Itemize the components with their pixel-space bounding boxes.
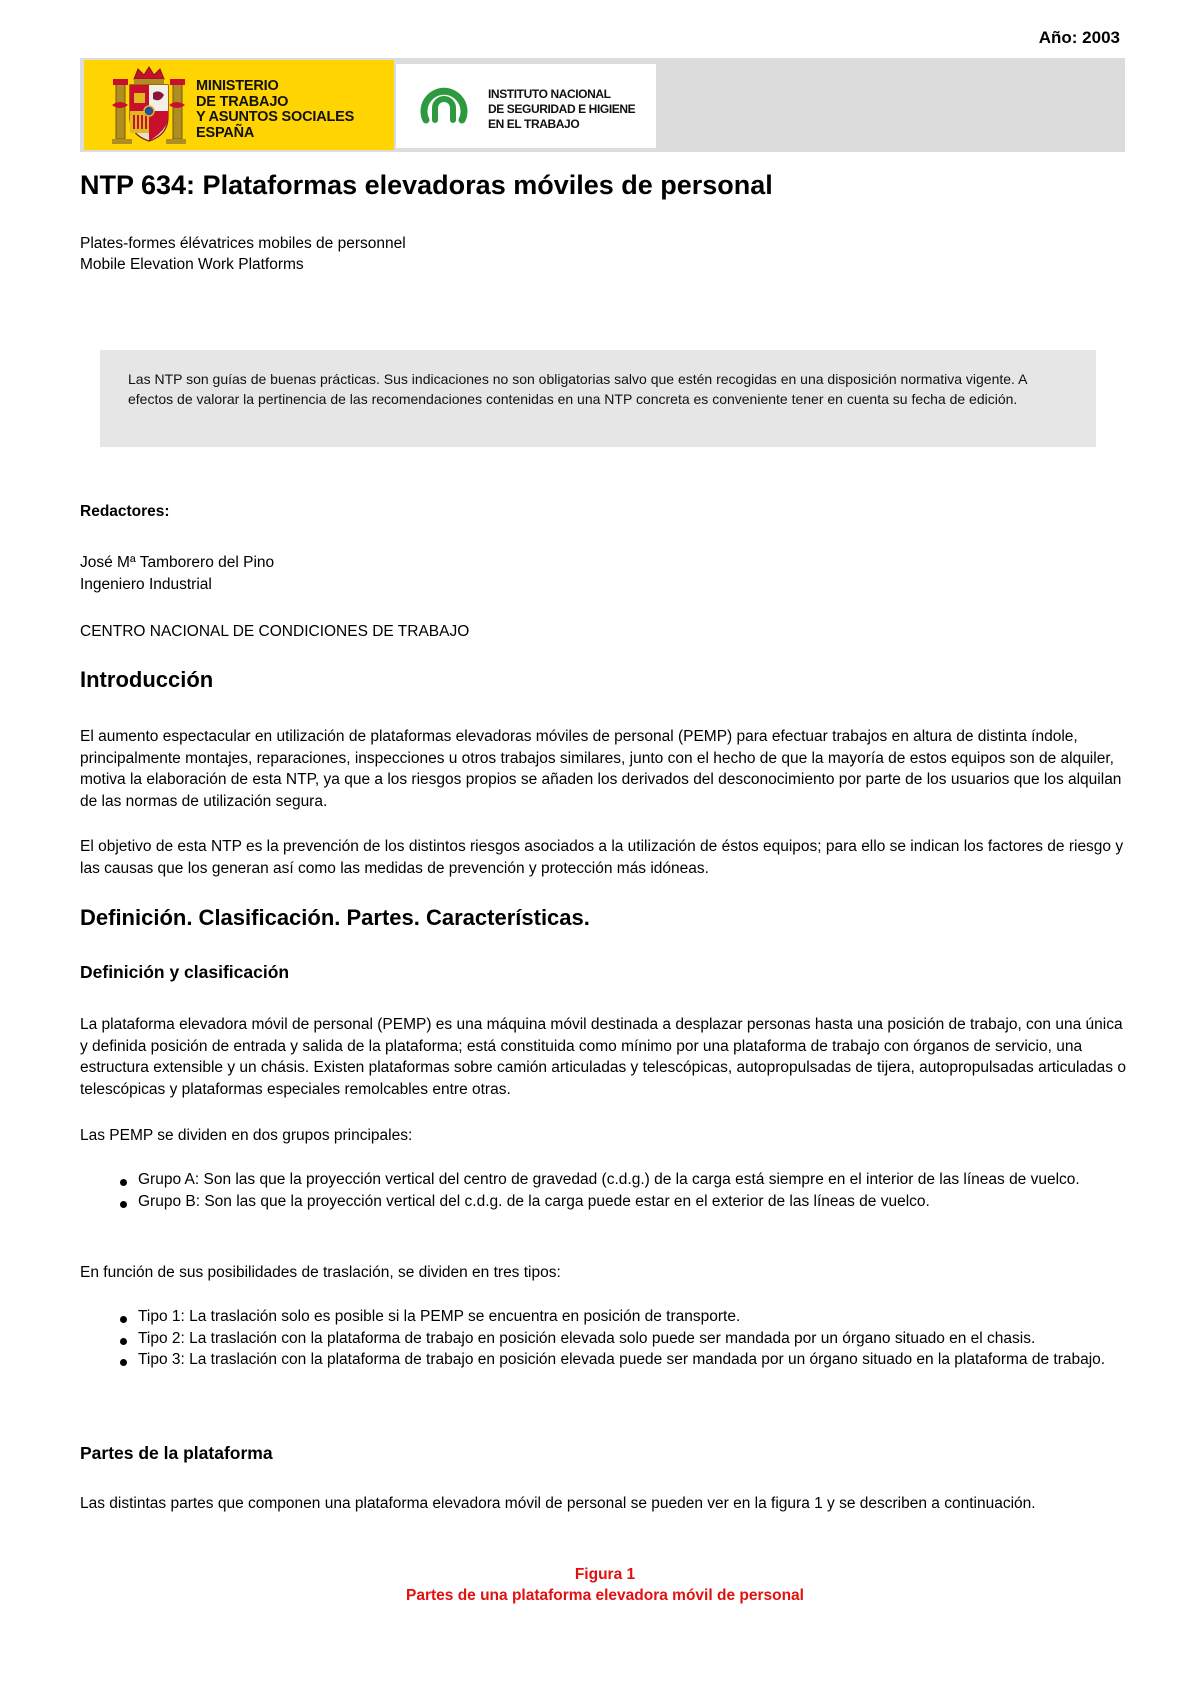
intro-paragraph-2: El objetivo de esta NTP es la prevención de los distintos riesgos asociados a la utilización de éstos equipos; para ello se indican los factores de riesgo y las causas que los generan así como las medidas de prevención y protección más idóneas. [80, 838, 1124, 877]
author-name: José Mª Tamborero del Pino [80, 554, 275, 571]
definition-subheading: Definición y clasificación [80, 962, 290, 982]
author-center: CENTRO NACIONAL DE CONDICIONES DE TRABAJO [80, 623, 470, 640]
ministerio-line-3: Y ASUNTOS SOCIALES [196, 109, 355, 125]
figure-caption [80, 1564, 1130, 1606]
page-title: NTP 634: Plataformas elevadoras móviles de personal [80, 170, 773, 200]
alt-title-english: Mobile Elevation Work Platforms [80, 256, 304, 273]
list-item: Tipo 1: La traslación solo es posible si la PEMP se encuentra en posición de transporte. [118, 1306, 1128, 1328]
ministerio-line-4: ESPAÑA [196, 124, 255, 141]
list-item: Tipo 2: La traslación con la plataforma de trabajo en posición elevada solo puede ser mandada por un órgano situado en el chasis. [118, 1328, 1128, 1350]
list-item: Grupo A: Son las que la proyección vertical del centro de gravedad (c.d.g.) de la carga está siempre en el interior de las líneas de vuelco. [118, 1169, 1128, 1191]
notice-box: Las NTP son guías de buenas prácticas. Sus indicaciones no son obligatorias salvo que estén recogidas en una disposición normativa vigente. A efectos de valorar la pertinencia de las recomendaciones contenidas en una NTP concreta es conveniente tener en cuenta su fecha de edición. [100, 350, 1096, 447]
intro-paragraph-1: El aumento espectacular en utilización de plataformas elevadoras móviles de personal (PEMP) para efectuar trabajos en altura de distinta índole, principalmente montajes, reparaciones, inspecciones u otros trabajos similares, junto con el hecho de que la mayoría de estos equipos son de alquiler, motiva la elaboración de esta NTP, ya que a los riesgos propios se añaden los derivados del desconocimiento por parte de los usuarios que los alquilan de las normas de utilización segura. [80, 728, 1122, 810]
header-banner [80, 58, 1125, 152]
parts-heading: Partes de la plataforma [80, 1443, 273, 1463]
definition-paragraph-1: La plataforma elevadora móvil de personal (PEMP) es una máquina móvil destinada a desplazar personas hasta una posición de trabajo, con una única y definida posición de entrada y salida de la plataforma; está constituida como mínimo por una plataforma de trabajo con órganos de servicio, una estructura extensible y un chásis. Existen plataformas sobre camión articuladas y telescópicas, autopropulsadas de tijera, autopropulsadas articuladas o telescópicas y plataformas especiales remolcables entre otras. [80, 1016, 1126, 1098]
definition-paragraph-3: En función de sus posibilidades de traslación, se dividen en tres tipos: [80, 1264, 561, 1281]
alternate-titles [80, 233, 406, 275]
ministerio-line-1: MINISTERIO [196, 78, 279, 94]
definition-heading: Definición. Clasificación. Partes. Características. [80, 905, 590, 930]
insht-emblem-icon [416, 80, 472, 132]
coat-of-arms-icon [108, 65, 190, 147]
insht-line-1: INSTITUTO NACIONAL [488, 87, 611, 101]
list-item: Tipo 3: La traslación con la plataforma de trabajo en posición elevada puede ser mandada por un órgano situado en la plataforma de trabajo. [118, 1349, 1128, 1371]
types-list [118, 1306, 1128, 1371]
list-item: Grupo B: Son las que la proyección vertical del c.d.g. de la carga puede estar en el exterior de las líneas de vuelco. [118, 1191, 1128, 1213]
redactores-label: Redactores: [80, 503, 170, 520]
definition-paragraph-2: Las PEMP se dividen en dos grupos principales: [80, 1127, 413, 1144]
intro-heading: Introducción [80, 667, 214, 692]
insht-line-2: DE SEGURIDAD E HIGIENE [488, 102, 636, 116]
insht-logo [396, 64, 656, 148]
author-role: Ingeniero Industrial [80, 576, 212, 593]
figure-label: Figura 1 [574, 1566, 636, 1583]
insht-line-3: EN EL TRABAJO [488, 117, 580, 131]
alt-title-french: Plates-formes élévatrices mobiles de personnel [80, 235, 406, 252]
ministerio-logo [84, 60, 394, 150]
ministerio-line-2: DE TRABAJO [196, 93, 289, 110]
author-block [80, 552, 274, 596]
figure-title: Partes de una plataforma elevadora móvil de personal [406, 1587, 804, 1604]
parts-paragraph: Las distintas partes que componen una plataforma elevadora móvil de personal se pueden ver en la figura 1 y se describen a continuación. [80, 1495, 1036, 1512]
groups-list [118, 1169, 1128, 1212]
year-label: Año: 2003 [1038, 28, 1120, 47]
